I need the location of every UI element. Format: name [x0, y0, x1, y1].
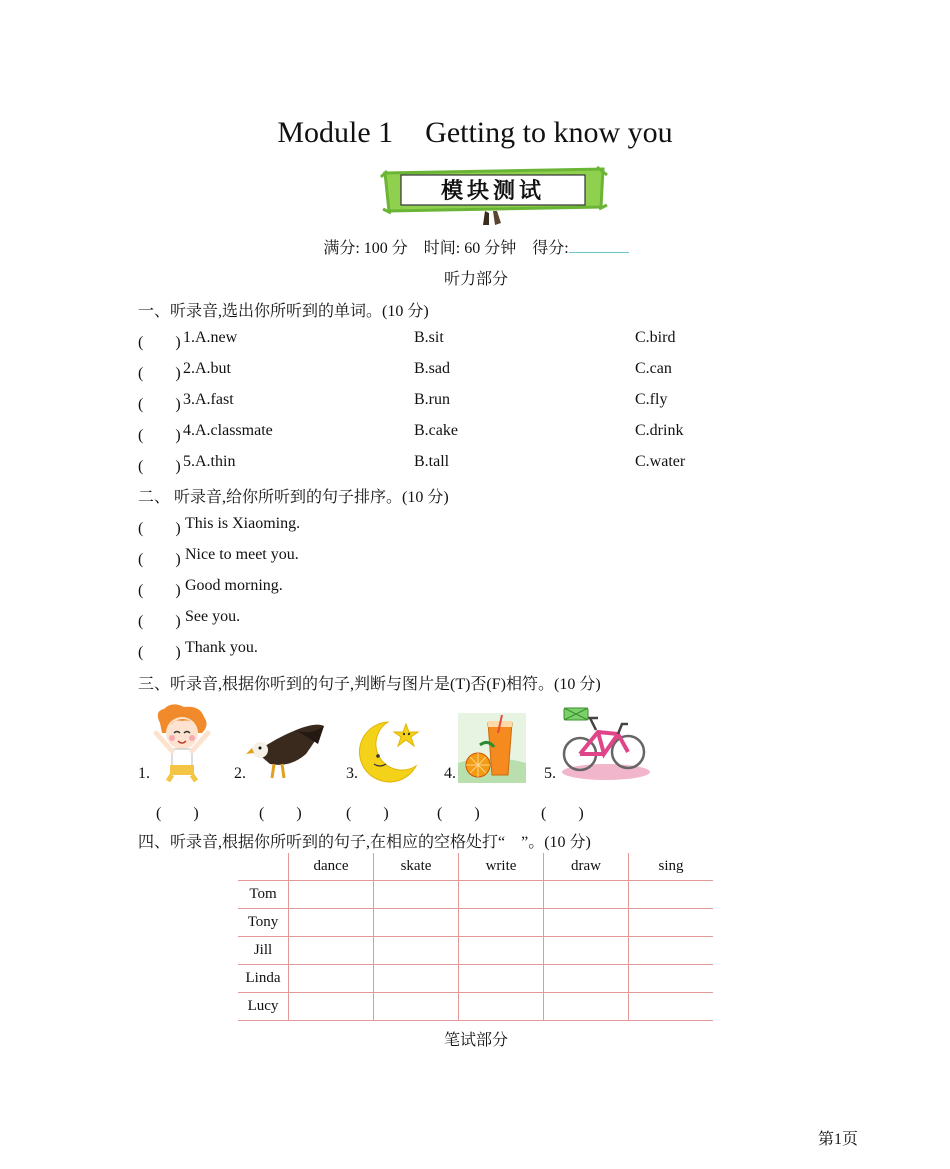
tick-cell[interactable] — [374, 965, 459, 993]
section2-answer-paren[interactable]: ( ) — [138, 520, 181, 537]
bicycle-picture — [556, 704, 650, 782]
picture-number: 5. — [544, 765, 556, 782]
section1-answer-paren[interactable]: ( ) — [138, 334, 181, 351]
listening-heading: 听力部分 — [443, 271, 508, 288]
section1-option-b: B.tall — [414, 453, 450, 470]
table-row — [238, 993, 713, 1021]
page-title — [0, 116, 950, 150]
section1-option-c: C.drink — [635, 422, 684, 439]
section1-option-b: B.sit — [414, 329, 444, 346]
tick-cell[interactable] — [544, 937, 629, 965]
section2-heading: 二、 听录音,给你所听到的句子排序。(10 分) — [138, 489, 449, 506]
banner-text: 模块测试 — [440, 179, 546, 204]
tick-cell[interactable] — [459, 881, 544, 909]
section4-heading: 四、听录音,根据你所听到的句子,在相应的空格处打“ ”。(10 分) — [138, 834, 591, 851]
table-row — [238, 881, 713, 909]
tick-cell[interactable] — [459, 965, 544, 993]
girl-cheering-picture — [150, 703, 214, 783]
section2-answer-paren[interactable]: ( ) — [138, 644, 181, 661]
section1-answer-paren[interactable]: ( ) — [138, 396, 181, 413]
section2-sentence: Nice to meet you. — [185, 546, 299, 563]
row-name: Tony — [238, 909, 289, 937]
section2-answer-paren[interactable]: ( ) — [138, 551, 181, 568]
section1-option-c: C.fly — [635, 391, 668, 408]
section3-answer-paren[interactable]: ( ) — [156, 805, 199, 822]
picture-number: 1. — [138, 765, 150, 782]
section1-option-c: C.bird — [635, 329, 676, 346]
section2-sentence: See you. — [185, 608, 241, 625]
section1-option-c: C.water — [635, 453, 686, 470]
column-header: skate — [374, 853, 459, 881]
tick-cell[interactable] — [374, 937, 459, 965]
section2-sentence: Good morning. — [185, 577, 283, 594]
column-header: dance — [289, 853, 374, 881]
tick-cell[interactable] — [544, 993, 629, 1021]
section2-sentence: This is Xiaoming. — [185, 515, 301, 532]
section1-option-a: 3.A.fast — [183, 391, 234, 408]
tick-cell[interactable] — [629, 881, 714, 909]
score-blank[interactable] — [569, 238, 629, 253]
picture-number: 4. — [444, 765, 456, 782]
column-header: draw — [544, 853, 629, 881]
section1-answer-paren[interactable]: ( ) — [138, 458, 181, 475]
section1-answer-paren[interactable]: ( ) — [138, 365, 181, 382]
table-row — [238, 937, 713, 965]
section2-answer-paren[interactable]: ( ) — [138, 613, 181, 630]
tick-cell[interactable] — [544, 881, 629, 909]
page-number: 第1页 — [818, 1131, 859, 1148]
tick-cell[interactable] — [374, 909, 459, 937]
eagle-picture — [246, 720, 326, 782]
section1-option-a: 5.A.thin — [183, 453, 236, 470]
section2-sentence: Thank you. — [185, 639, 258, 656]
section1-option-b: B.sad — [414, 360, 450, 377]
tick-cell[interactable] — [374, 993, 459, 1021]
tick-cell[interactable] — [629, 993, 714, 1021]
row-name: Tom — [238, 881, 289, 909]
section1-option-b: B.cake — [414, 422, 458, 439]
tick-cell[interactable] — [544, 965, 629, 993]
table-row — [238, 909, 713, 937]
tick-cell[interactable] — [459, 937, 544, 965]
tick-cell[interactable] — [459, 993, 544, 1021]
section3-answer-paren[interactable]: ( ) — [259, 805, 302, 822]
module-title: Getting to know you — [425, 116, 673, 149]
section1-option-a: 4.A.classmate — [183, 422, 273, 439]
tick-cell[interactable] — [289, 909, 374, 937]
section1-heading: 一、听录音,选出你所听到的单词。(10 分) — [138, 303, 429, 320]
row-name: Lucy — [238, 993, 289, 1021]
section3-answer-paren[interactable]: ( ) — [541, 805, 584, 822]
tick-cell[interactable] — [289, 965, 374, 993]
tick-cell[interactable] — [459, 909, 544, 937]
section1-option-b: B.run — [414, 391, 450, 408]
tick-cell[interactable] — [289, 881, 374, 909]
section1-option-a: 1.A.new — [183, 329, 238, 346]
section3-answer-paren[interactable]: ( ) — [437, 805, 480, 822]
column-header: sing — [629, 853, 714, 881]
table-row — [238, 965, 713, 993]
moon-and-star-picture — [358, 718, 424, 784]
section3-answer-paren[interactable]: ( ) — [346, 805, 389, 822]
orange-juice-picture — [458, 713, 526, 783]
section2-answer-paren[interactable]: ( ) — [138, 582, 181, 599]
section1-option-c: C.can — [635, 360, 672, 377]
section1-option-a: 2.A.but — [183, 360, 231, 377]
module-test-banner — [377, 163, 609, 229]
score-line: 满分: 100 分 时间: 60 分钟 得分: — [0, 235, 950, 258]
picture-number: 2. — [234, 765, 246, 782]
tick-cell[interactable] — [289, 937, 374, 965]
section1-answer-paren[interactable]: ( ) — [138, 427, 181, 444]
column-header: write — [459, 853, 544, 881]
section3-heading: 三、听录音,根据你听到的句子,判断与图片是(T)否(F)相符。(10 分) — [138, 676, 601, 693]
row-name: Jill — [238, 937, 289, 965]
tick-cell[interactable] — [629, 937, 714, 965]
tick-cell[interactable] — [629, 909, 714, 937]
writing-heading: 笔试部分 — [443, 1032, 508, 1049]
tick-cell[interactable] — [629, 965, 714, 993]
tick-cell[interactable] — [289, 993, 374, 1021]
tick-table — [238, 853, 713, 1021]
row-name: Linda — [238, 965, 289, 993]
table-header-row — [238, 853, 713, 881]
tick-cell[interactable] — [544, 909, 629, 937]
tick-cell[interactable] — [374, 881, 459, 909]
picture-number: 3. — [346, 765, 358, 782]
table-corner-cell — [238, 853, 289, 881]
module-label: Module 1 — [277, 116, 394, 149]
